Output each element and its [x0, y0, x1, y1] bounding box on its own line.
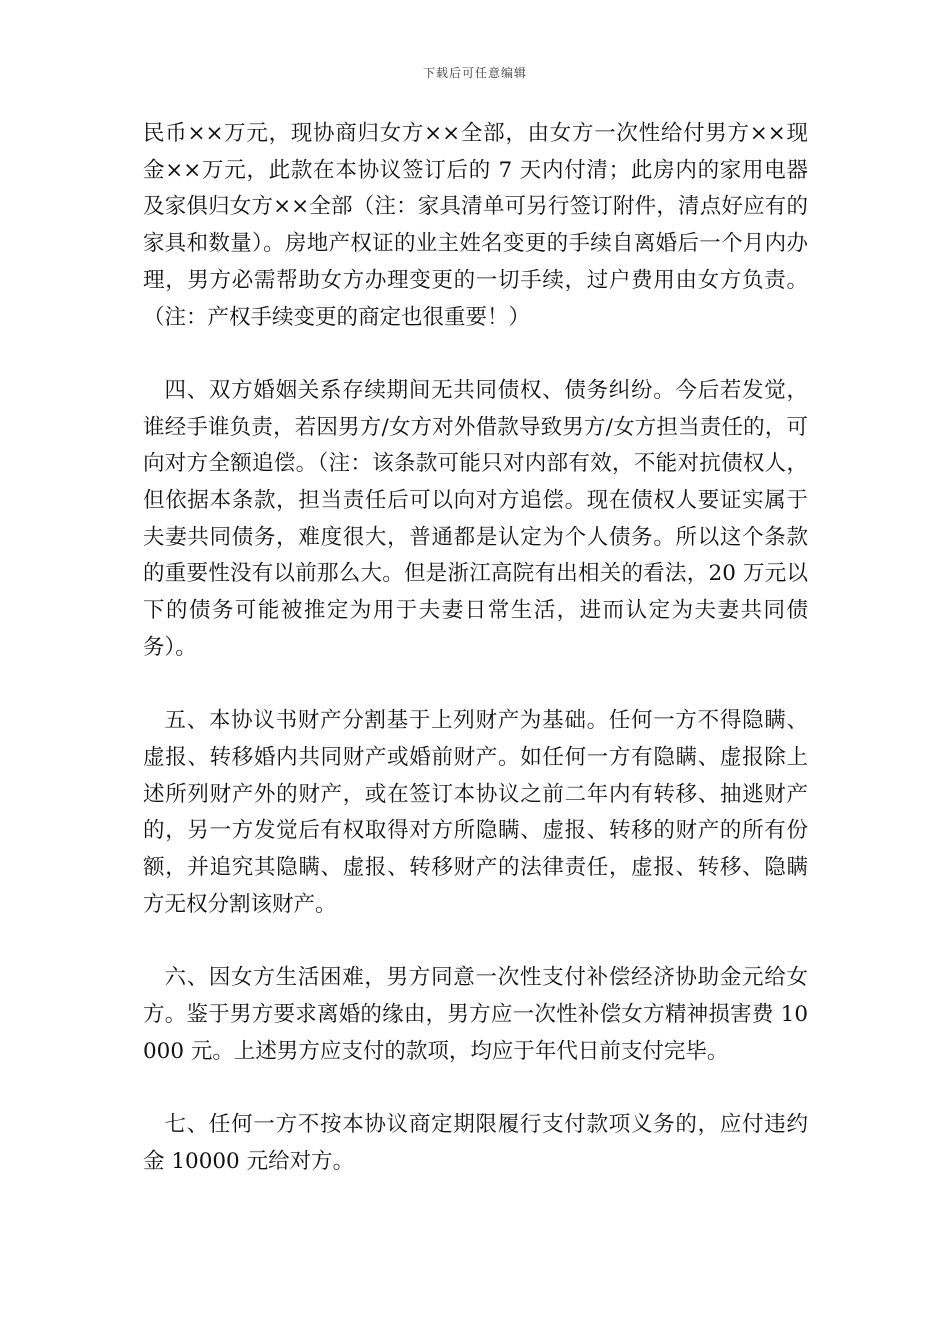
paragraph-spacer	[143, 1070, 808, 1107]
paragraph-spacer	[143, 336, 808, 373]
paragraph-spacer	[143, 923, 808, 960]
paragraph-spacer	[143, 667, 808, 704]
document-body	[143, 116, 808, 1180]
paragraph-clause-five: 五、本协议书财产分割基于上列财产为基础。任何一方不得隐瞒、虚报、转移婚内共同财产或婚前财产。如任何一方有隐瞒、虚报除上述所列财产外的财产，或在签订本协议之前二年内有转移、抽逃财产的，另一方发觉后有权取得对方所隐瞒、虚报、转移的财产的所有份额，并追究其隐瞒、虚报、转移财产的法律责任，虚报、转移、隐瞒方无权分割该财产。	[143, 708, 808, 917]
paragraph-property-continued: 民币××万元，现协商归女方××全部，由女方一次性给付男方××现金××万元，此款在本协议签订后的 7 天内付清；此房内的家用电器及家俱归女方××全部（注：家具清单可另行签订附件，清点好应有的家具和数量）。房地产权证的业主姓名变更的手续自离婚后一个月内办理，男方必需帮助女方办理变更的一切手续，过户费用由女方负责。（注：产权手续变更的商定也很重要！）	[143, 121, 808, 330]
paragraph-clause-four: 四、双方婚姻关系存续期间无共同债权、债务纠纷。今后若发觉，谁经手谁负责，若因男方/女方对外借款导致男方/女方担当责任的，可向对方全额追偿。（注：该条款可能只对内部有效，不能对抗债权人，但依据本条款，担当责任后可以向对方追偿。现在债权人要证实属于夫妻共同债务，难度很大，普通都是认定为个人债务。所以这个条款的重要性没有以前那么大。但是浙江高院有出相关的看法，20 万元以下的债务可能被推定为用于夫妻日常生活，进而认定为夫妻共同债务）。	[143, 377, 808, 660]
paragraph-clause-six: 六、因女方生活困难，男方同意一次性支付补偿经济协助金元给女方。鉴于男方要求离婚的缘由，男方应一次性补偿女方精神损害费 10000 元。上述男方应支付的款项，均应于年代日前支付完毕。	[143, 965, 808, 1064]
paragraph-clause-seven: 七、任何一方不按本协议商定期限履行支付款项义务的，应付违约金 10000 元给对方。	[143, 1111, 808, 1174]
page-header: 下载后可任意编辑	[422, 66, 527, 80]
